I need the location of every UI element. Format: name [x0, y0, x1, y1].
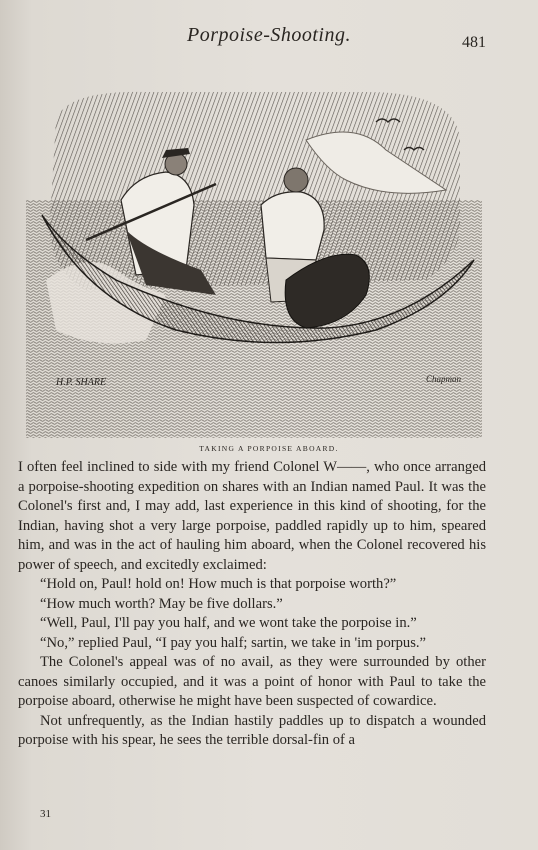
paragraph: The Colonel's appeal was of no avail, as they were surrounded by other canoes similarly occupied, and it was a point of honor with Paul to take the porpoise aboard, otherwise he might have been suspected of cowardice.: [18, 654, 486, 709]
paragraph: “How much worth? May be five dollars.”: [40, 595, 283, 612]
engraving-boat-porpoise-illustration: [26, 80, 482, 438]
signature-mark: 31: [40, 808, 51, 820]
page-number: 481: [462, 34, 486, 51]
running-title: Porpoise-Shooting.: [187, 24, 351, 46]
body-text: [18, 458, 486, 751]
paragraph: “No,” replied Paul, “I pay you half; sartin, we take in 'im porpus.”: [40, 634, 427, 651]
engraver-signature: Chapman: [426, 374, 462, 384]
paragraph: “Hold on, Paul! hold on! How much is that porpoise worth?”: [40, 576, 397, 592]
paragraph: “Well, Paul, I'll pay you half, and we wont take the porpoise in.”: [40, 615, 417, 631]
illustration-caption: TAKING A PORPOISE ABOARD.: [199, 444, 339, 453]
paragraph: Not unfrequently, as the Indian hastily paddles up to dispatch a wounded porpoise with his spear, he sees the terrible dorsal-fin of a: [18, 712, 486, 748]
artist-signature: H.P. SHARE: [56, 377, 107, 388]
paragraph: I often feel inclined to side with my friend Colonel W——, who once arranged a porpoise-shooting expedition on shares with an Indian named Paul. It was the Colonel's first and, I may add, last experience in this kind of shooting, for the Indian, having shot a very large porpoise, paddled rapidly up to him, speared him, and was in the act of hauling him aboard, when the Colonel recovered his power of speech, and excitedly exclaimed:: [18, 459, 486, 573]
